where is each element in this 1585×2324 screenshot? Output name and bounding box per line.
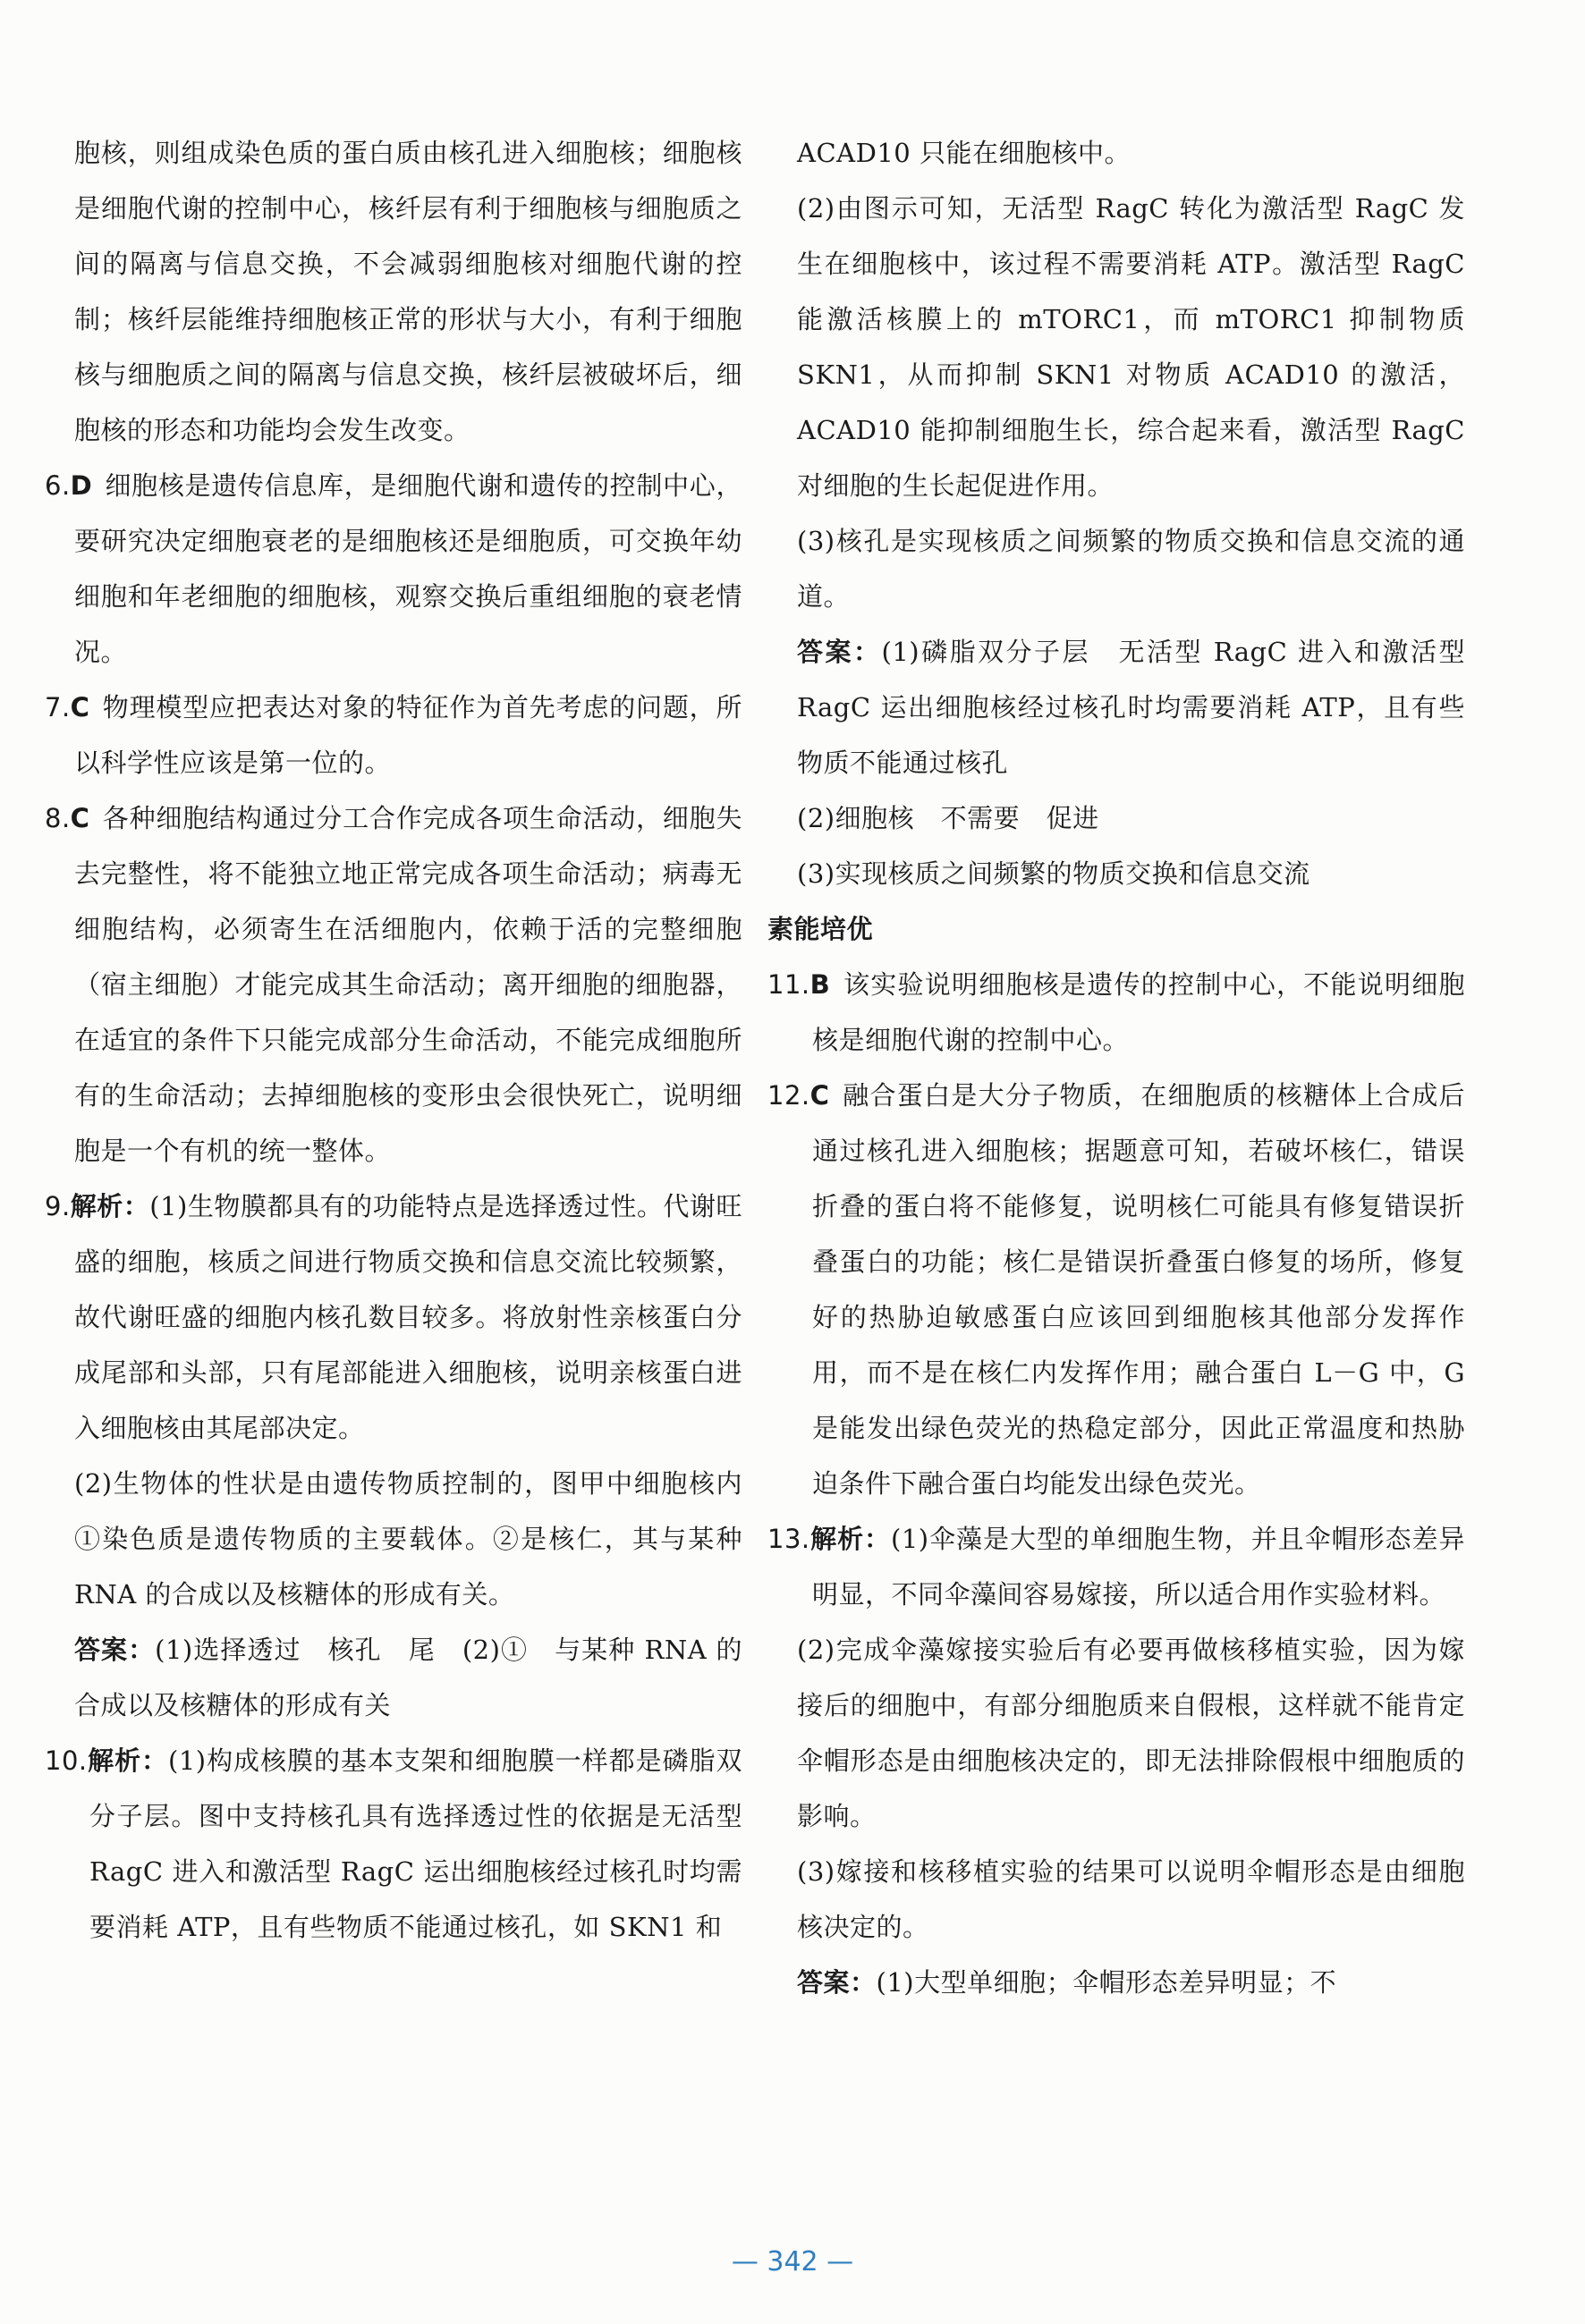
left-column bbox=[45, 125, 742, 1955]
q12-answer bbox=[767, 1068, 1465, 1511]
q13-analysis-text-3: (3)嫁接和核移植实验的结果可以说明伞帽形态是由细胞核决定的。 bbox=[797, 1856, 1465, 1942]
q6-explanation: 细胞核是遗传信息库，是细胞代谢和遗传的控制中心，要研究决定细胞衰老的是细胞核还是细胞质，可交换年幼细胞和年老细胞的细胞核，观察交换后重组细胞的衰老情况。 bbox=[74, 470, 742, 667]
q9-analysis-text-2: (2)生物体的性状是由遗传物质控制的，图甲中细胞核内①染色质是遗传物质的主要载体。②是核仁，其与某种 RNA 的合成以及核糖体的形成有关。 bbox=[74, 1468, 742, 1610]
q7-answer bbox=[45, 680, 742, 790]
q13-analysis bbox=[767, 1511, 1465, 1622]
q11-explanation: 该实验说明细胞核是遗传的控制中心，不能说明细胞核是细胞代谢的控制中心。 bbox=[812, 969, 1465, 1055]
q10-answer bbox=[767, 624, 1465, 790]
q11-answer bbox=[767, 957, 1465, 1068]
q8-number: 8. bbox=[45, 803, 71, 833]
q10-answer-label: 答案： bbox=[797, 637, 882, 667]
section-heading: 素能培优 bbox=[767, 914, 874, 944]
q11-number: 11. bbox=[767, 969, 810, 1000]
q9-analysis bbox=[45, 1179, 742, 1456]
q13-analysis-text-1: (1)伞藻是大型的单细胞生物，并且伞帽形态差异明显，不同伞藻间容易嫁接，所以适合用作实验材料。 bbox=[812, 1524, 1465, 1610]
q12-choice: C bbox=[809, 1080, 830, 1111]
q9-analysis-label: 解析： bbox=[70, 1191, 150, 1221]
q12-number: 12. bbox=[767, 1080, 810, 1111]
q10-analysis-label: 解析： bbox=[87, 1745, 169, 1776]
q13-answer-text: (1)大型单细胞；伞帽形态差异明显；不 bbox=[876, 1967, 1337, 1998]
q10-answer-2: (2)细胞核 不需要 促进 bbox=[797, 803, 1099, 833]
q13-number: 13. bbox=[767, 1524, 810, 1554]
page-number: — 342 — bbox=[731, 2246, 854, 2278]
q6-number: 6. bbox=[45, 470, 71, 501]
q11-choice: B bbox=[809, 969, 831, 1000]
q10-answer-1: (1)磷脂双分子层 无活型 RagC 进入和激活型 RagC 运出细胞核经过核孔时均需要消耗 ATP，且有些物质不能通过核孔 bbox=[797, 637, 1465, 778]
q6-choice: D bbox=[70, 470, 93, 501]
q7-choice: C bbox=[70, 692, 90, 723]
q10-number: 10. bbox=[45, 1745, 88, 1776]
q9-answer-text: (1)选择透过 核孔 尾 (2)① 与某种 RNA 的合成以及核糖体的形成有关 bbox=[74, 1635, 742, 1720]
q9-number: 9. bbox=[45, 1191, 71, 1221]
q6-answer bbox=[45, 458, 742, 680]
q12-explanation: 融合蛋白是大分子物质，在细胞质的核糖体上合成后通过核孔进入细胞核；据题意可知，若破坏核仁，错误折叠的蛋白将不能修复，说明核仁可能具有修复错误折叠蛋白的功能；核仁是错误折叠蛋白修复的场所，修复好的热胁迫敏感蛋白应该回到细胞核其他部分发挥作用，而不是在核仁内发挥作用；融合蛋白 L－G 中，G 是能发出绿色荧光的热稳定部分，因此正常温度和热胁迫条件下融合蛋白均能发出绿色荧光。 bbox=[812, 1080, 1465, 1499]
q10-analysis-text-3: (3)核孔是实现核质之间频繁的物质交换和信息交流的通道。 bbox=[797, 526, 1465, 612]
q10-analysis-text-2: (2)由图示可知，无活型 RagC 转化为激活型 RagC 发生在细胞核中，该过程不需要消耗 ATP。激活型 RagC 能激活核膜上的 mTORC1，而 mTORC1 抑制物质 SKN1，从而抑制 SKN1 对物质 ACAD10 的激活，ACAD10 能抑制细胞生长，综合起来看，激活型 RagC 对细胞的生长起促进作用。 bbox=[797, 193, 1465, 501]
q13-answer bbox=[767, 1955, 1465, 2010]
q9-analysis-text-1: (1)生物膜都具有的功能特点是选择透过性。代谢旺盛的细胞，核质之间进行物质交换和信息交流比较频繁，故代谢旺盛的细胞内核孔数目较多。将放射性亲核蛋白分成尾部和头部，只有尾部能进入细胞核，说明亲核蛋白进入细胞核由其尾部决定。 bbox=[74, 1191, 742, 1443]
q13-answer-label: 答案： bbox=[797, 1967, 877, 1998]
q10-analysis-text-1: (1)构成核膜的基本支架和细胞膜一样都是磷脂双分子层。图中支持核孔具有选择透过性的依据是无活型 RagC 进入和激活型 RagC 运出细胞核经过核孔时均需要消耗 ATP，且有些物质不能通过核孔，如 SKN1 和 bbox=[89, 1745, 742, 1942]
q13-analysis-text-2: (2)完成伞藻嫁接实验后有必要再做核移植实验，因为嫁接后的细胞中，有部分细胞质来自假根，这样就不能肯定伞帽形态是由细胞核决定的，即无法排除假根中细胞质的影响。 bbox=[797, 1635, 1465, 1831]
q8-explanation: 各种细胞结构通过分工合作完成各项生命活动，细胞失去完整性，将不能独立地正常完成各项生命活动；病毒无细胞结构，必须寄生在活细胞内，依赖于活的完整细胞（宿主细胞）才能完成其生命活动；离开细胞的细胞器，在适宜的条件下只能完成部分生命活动，不能完成细胞所有的生命活动；去掉细胞核的变形虫会很快死亡，说明细胞是一个有机的统一整体。 bbox=[74, 803, 742, 1166]
q9-answer-label: 答案： bbox=[74, 1635, 156, 1665]
q7-explanation: 物理模型应把表达对象的特征作为首先考虑的问题，所以科学性应该是第一位的。 bbox=[74, 692, 742, 778]
q13-analysis-label: 解析： bbox=[809, 1524, 892, 1554]
right-column bbox=[767, 125, 1465, 2010]
q10-continuation: ACAD10 只能在细胞核中。 bbox=[797, 138, 1131, 168]
q8-choice: C bbox=[70, 803, 90, 833]
q10-analysis bbox=[45, 1733, 742, 1955]
q5-continuation: 胞核，则组成染色质的蛋白质由核孔进入细胞核；细胞核是细胞代谢的控制中心，核纤层有利于细胞核与细胞质之间的隔离与信息交换，不会减弱细胞核对细胞代谢的控制；核纤层能维持细胞核正常的形状与大小，有利于细胞核与细胞质之间的隔离与信息交换，核纤层被破坏后，细胞核的形态和功能均会发生改变。 bbox=[74, 138, 742, 445]
q8-answer bbox=[45, 790, 742, 1179]
q9-answer bbox=[45, 1622, 742, 1733]
q7-number: 7. bbox=[45, 692, 71, 723]
q10-answer-3: (3)实现核质之间频繁的物质交换和信息交流 bbox=[797, 858, 1310, 889]
